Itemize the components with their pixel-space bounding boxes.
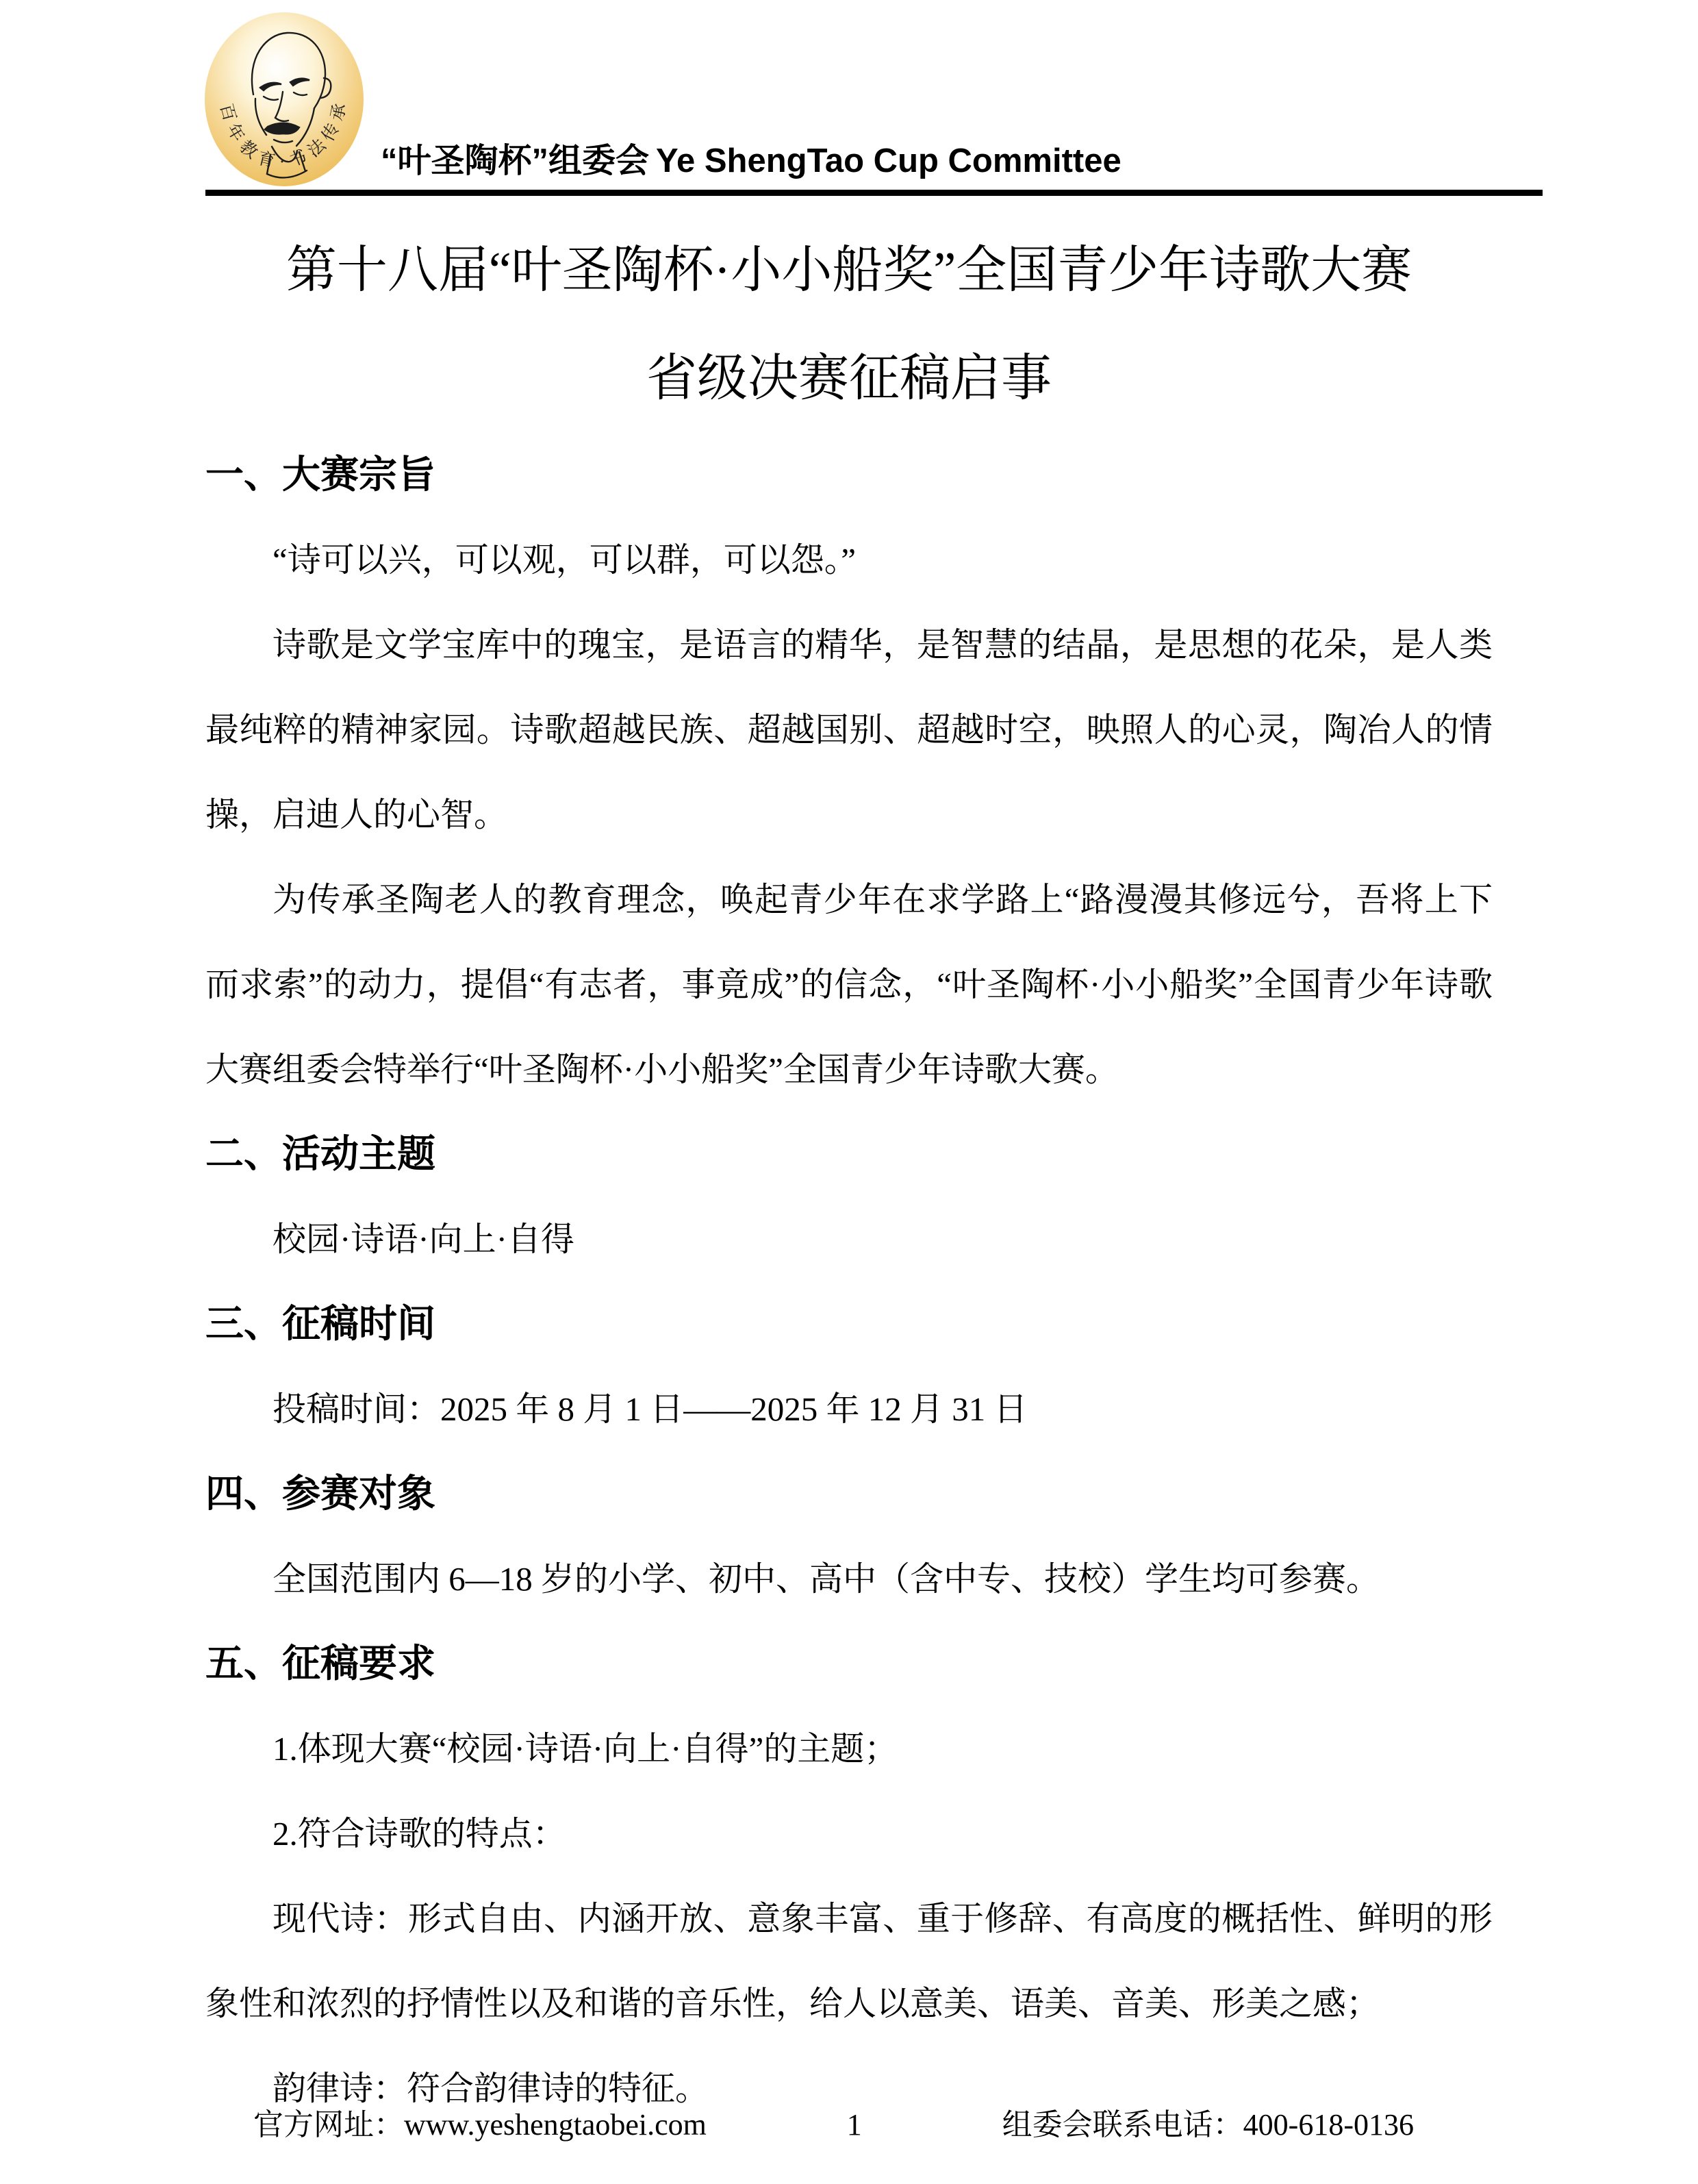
committee-name-en: Ye ShengTao Cup Committee	[656, 142, 1122, 179]
committee-name-cn: “叶圣陶杯”组委会	[381, 142, 650, 179]
seal-motto-text: 百年教育·书法传承	[216, 95, 351, 173]
header-divider-rule	[205, 190, 1543, 196]
footer-website: 官方网址：www.yeshengtaobei.com	[253, 2108, 707, 2142]
section-heading-1: 一、大赛宗旨	[205, 454, 435, 497]
section5-item-2: 2.符合诗歌的特点：	[273, 1815, 566, 1853]
section3-date-line: 投稿时间：2025 年 8 月 1 日——2025 年 12 月 31 日	[273, 1390, 1028, 1428]
section4-scope-line: 全国范围内 6—18 岁的小学、初中、高中（含中专、技校）学生均可参赛。	[273, 1560, 1380, 1598]
section-heading-3: 三、征稿时间	[205, 1303, 435, 1346]
document-title-line2: 省级决赛征稿启事	[646, 351, 1052, 407]
yeshengtao-seal-logo	[203, 11, 366, 188]
section5-item-1: 1.体现大赛“校园·诗语·向上·自得”的主题；	[273, 1730, 898, 1768]
page-header	[0, 0, 1698, 205]
section1-paragraph-2: 为传承圣陶老人的教育理念，唤起青少年在求学路上“路漫漫其修远兮，吾将上下而求索”的动力，提倡“有志者，事竟成”的信念，“叶圣陶杯·小小船奖”全国青少年诗歌大赛组委会特举行“叶圣陶杯·小小船奖”全国青少年诗歌大赛。	[205, 881, 1493, 1088]
section2-theme-line: 校园·诗语·向上·自得	[273, 1220, 574, 1258]
section-heading-4: 四、参赛对象	[205, 1473, 435, 1516]
section1-quote: “诗可以兴，可以观，可以群，可以怨。”	[273, 541, 856, 579]
section5-rhyme-poem-note: 韵律诗：符合韵律诗的特征。	[273, 2070, 709, 2107]
footer-phone: 组委会联系电话：400-618-0136	[1002, 2108, 1414, 2142]
page-footer	[205, 2101, 1541, 2149]
footer-page-number: 1	[846, 2108, 862, 2142]
committee-name	[381, 134, 1122, 182]
section-heading-2: 二、活动主题	[205, 1133, 435, 1176]
section1-paragraph-1: 诗歌是文学宝库中的瑰宝，是语言的精华，是智慧的结晶，是思想的花朵，是人类最纯粹的精神家园。诗歌超越民族、超越国别、超越时空，映照人的心灵，陶冶人的情操，启迪人的心智。	[205, 626, 1493, 833]
section5-modern-poem-note: 现代诗：形式自由、内涵开放、意象丰富、重于修辞、有高度的概括性、鲜明的形象性和浓烈的抒情性以及和谐的音乐性，给人以意美、语美、音美、形美之感；	[205, 1900, 1493, 2022]
section-heading-5: 五、征稿要求	[205, 1643, 435, 1685]
document-title-line1: 第十八届“叶圣陶杯·小小船奖”全国青少年诗歌大赛	[286, 242, 1412, 299]
document-body	[205, 216, 1493, 2131]
